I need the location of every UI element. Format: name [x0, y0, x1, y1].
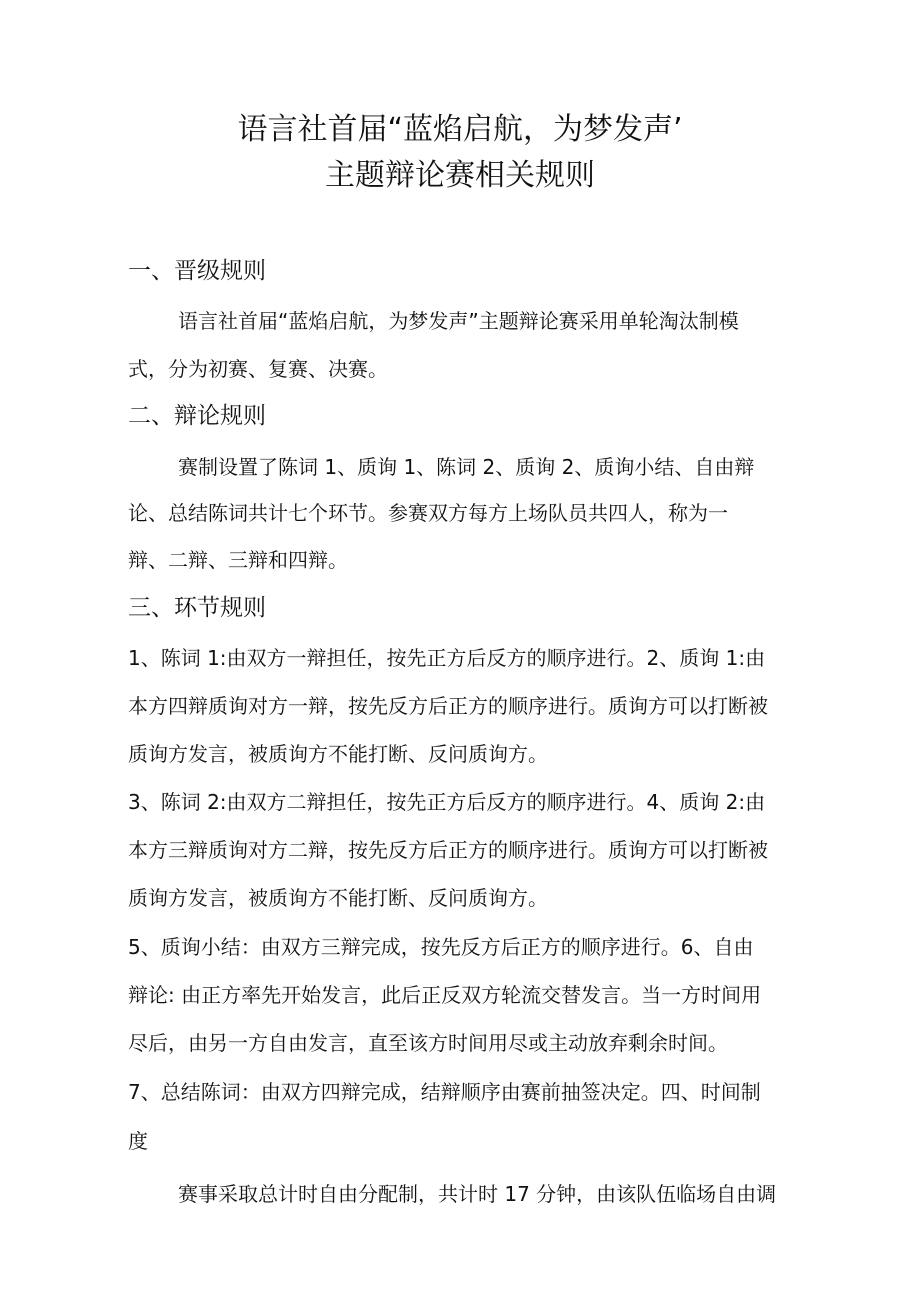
paragraph-line: 7、总结陈词：由双方四辩完成，结辩顺序由赛前抽签决定。四、时间制 — [128, 1080, 761, 1104]
paragraph-line: 辩、二辩、三辩和四辩。 — [128, 548, 348, 572]
paragraph-line: 本方三辩质询对方二辩，按先反方后正方的顺序进行。质询方可以打断被 — [128, 838, 768, 862]
paragraph-line: 质询方发言，被质询方不能打断、反问质询方。 — [128, 886, 548, 910]
document-title-line-2: 主题辩论赛相关规则 — [325, 158, 595, 193]
paragraph-line: 论、总结陈词共计七个环节。参赛双方每方上场队员共四人，称为一 — [128, 501, 728, 525]
section-heading-segment-rules: 三、环节规则 — [128, 595, 266, 621]
document-title-line-1: 语言社首届“蓝焰启航，为梦发声’ — [237, 112, 683, 147]
paragraph-line: 质询方发言，被质询方不能打断、反问质询方。 — [128, 742, 548, 766]
paragraph-line: 语言社首届“蓝焰启航，为梦发声”主题辩论赛采用单轮淘汰制模 — [178, 309, 739, 333]
paragraph-line: 赛事采取总计时自由分配制，共计时 17 分钟，由该队伍临场自由调 — [178, 1182, 777, 1206]
paragraph-line: 尽后，由另一方自由发言，直至该方时间用尽或主动放弃剩余时间。 — [128, 1031, 728, 1055]
paragraph-line: 3、陈词 2:由双方二辩担任，按先正方后反方的顺序进行。4、质询 2:由 — [128, 790, 766, 814]
paragraph-line: 5、质询小结：由双方三辩完成，按先反方后正方的顺序进行。6、自由 — [128, 935, 754, 959]
paragraph-line: 1、陈词 1:由双方一辩担任，按先正方后反方的顺序进行。2、质询 1:由 — [128, 646, 766, 670]
section-heading-promotion-rules: 一、晋级规则 — [128, 258, 266, 284]
paragraph-line: 赛制设置了陈词 1、质询 1、陈词 2、质询 2、质询小结、自由辩 — [178, 455, 755, 479]
paragraph-line: 度 — [128, 1129, 148, 1153]
paragraph-line: 本方四辩质询对方一辩，按先反方后正方的顺序进行。质询方可以打断被 — [128, 694, 768, 718]
section-heading-debate-rules: 二、辩论规则 — [128, 403, 266, 429]
paragraph-line: 辩论: 由正方率先开始发言，此后正反双方轮流交替发言。当一方时间用 — [128, 983, 762, 1007]
paragraph-line: 式，分为初赛、复赛、决赛。 — [128, 357, 388, 381]
